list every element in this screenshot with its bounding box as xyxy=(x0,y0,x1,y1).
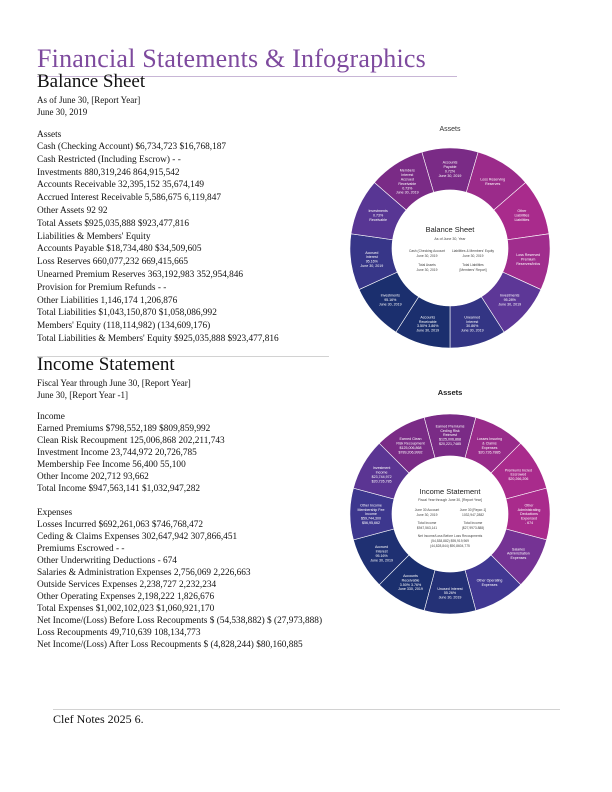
balance-center-l4: June 30, 2019 xyxy=(416,268,438,272)
balance-line: Members' Equity (118,114,982) (134,609,176) xyxy=(37,321,211,332)
balance-lines xyxy=(37,141,279,346)
balance-sheet-title: Balance Sheet xyxy=(37,71,146,92)
income-center-l4: $947,563,141 xyxy=(416,526,438,530)
page-footer: Clef Notes 2025 6. xyxy=(53,712,144,726)
balance-center-l3: Total Assets xyxy=(418,263,436,267)
balance-donut-hole xyxy=(392,190,508,306)
expense-line: Net Income/(Loss) Before Loss Recoupments $ (54,538,882) $ (27,973,888) xyxy=(37,616,323,626)
balance-chart-header: Assets xyxy=(439,126,461,133)
income-lines xyxy=(37,423,225,495)
income-line: Other Income 202,712 93,662 xyxy=(37,472,149,482)
income-segment-label: Salaries Administration Expenses xyxy=(507,547,530,561)
balance-center-r3: Total Liabilities xyxy=(462,263,484,267)
balance-segment-label: Unearned Interest 30.86% June 30, 2019 xyxy=(460,315,484,333)
income-center-r4: ($27,9973.888) xyxy=(461,526,485,530)
income-segment-label: Accounts Receivable 3.50% 3.76% June 330, 2019 xyxy=(398,574,423,592)
income-center-l1: June 30 Account xyxy=(414,508,440,512)
income-segment-label: Premiums Incred Escrowed $20,266,206 xyxy=(504,468,533,482)
balance-line: Cash (Checking Account) $6,734,723 $16,768,187 xyxy=(37,142,227,152)
income-chart-header: Assets xyxy=(437,388,463,397)
balance-segment-label: Loss Reserved Premium Reserves/Infos xyxy=(516,253,541,266)
income-line: Membership Fee Income 56,400 55,100 xyxy=(37,460,186,470)
income-segment-label: Unused Interest 55.26% June 30, 2019 xyxy=(437,586,463,600)
balance-assets-heading: Assets xyxy=(37,130,62,140)
income-segment-label: Other Income Membership Fee Income $59,744,300 $56,95,662 xyxy=(357,503,385,525)
income-segment-label: Investment Income $23,744,972 $20,726,785 xyxy=(371,466,392,484)
income-center-r3: Total Income xyxy=(463,521,483,525)
income-line: Investment Income 23,744,972 20,726,785 xyxy=(37,448,197,458)
income-segment-label: Losses Insuring & Claims Expenses $20,726,7885 xyxy=(476,437,503,455)
income-sub-1: Fiscal Year through June 30, [Report Year] xyxy=(37,378,191,388)
balance-line: Total Liabilities $1,043,150,870 $1,058,086,992 xyxy=(37,308,217,319)
balance-segment-label: Accrued Interest 95.16% June 30, 2019 xyxy=(360,250,384,269)
income-center-title: Income Statement xyxy=(419,487,481,496)
page-title: Financial Statements & Infographics xyxy=(37,44,426,73)
income-center-r2: 1032,947,2882 xyxy=(461,513,485,517)
balance-center-r2: June 30, 2019 xyxy=(462,254,484,258)
balance-line: Liabilities & Members' Equity xyxy=(37,231,151,242)
income-center-m2: (44,828,844) $90,8604,775 xyxy=(430,544,470,548)
income-line: Earned Premiums $798,552,189 $809,859,992 xyxy=(37,424,211,434)
balance-center-l2: June 30, 2019 xyxy=(416,254,438,258)
income-donut-hole xyxy=(392,456,508,572)
balance-center-l1: Cash (Checking Account xyxy=(408,249,446,253)
balance-donut-chart xyxy=(334,118,566,368)
balance-line: Cash Restricted (Including Escrow) - - xyxy=(37,154,181,165)
expense-line: Salaries & Administration Expenses 2,756,069 2,226,663 xyxy=(37,568,251,578)
balance-line: Other Assets 92 92 xyxy=(37,205,108,216)
income-center-l2: June 30, 2019 xyxy=(416,513,438,517)
balance-line: Accrued Interest Receivable 5,586,675 6,119,847 xyxy=(37,193,221,204)
expense-line: Outside Services Expenses 2,238,727 2,232,234 xyxy=(37,580,217,590)
income-center-l3: Total Income xyxy=(417,521,437,525)
balance-segment-label: Accounts Receivable 3.50% 3.86% June 30, 2019 xyxy=(416,315,440,333)
balance-sub-1: As of June 30, [Report Year] xyxy=(37,95,141,105)
income-donut-chart xyxy=(334,384,566,634)
balance-segment-label: Investments 0.73% Receivable xyxy=(368,208,388,222)
balance-segment-label: Other Liabilities Liabilities xyxy=(514,208,530,222)
income-segment-label: Other Operating Expenses xyxy=(476,578,503,587)
balance-segment-label: Investments 95.16% June 30, 2019 xyxy=(378,293,402,307)
income-segment-label: Earned Premiums Ceding Risk Reinvest $125,006,868 $20,221,7485 xyxy=(435,424,465,446)
expenses-heading: Expenses xyxy=(37,508,73,518)
balance-center-r1: Liabilities & Members' Equity xyxy=(451,249,495,253)
income-statement-title: Income Statement xyxy=(37,354,175,375)
income-line: Clean Risk Recoupment 125,006,868 202,211,743 xyxy=(37,436,225,446)
income-segment-label: Earned Clean Risk Recoupment $125,006,868 $789,206,9992 xyxy=(396,437,425,455)
balance-segment-label: Investments 95.28% June 30, 2019 xyxy=(498,293,522,307)
balance-sub-2: June 30, 2019 xyxy=(37,107,88,117)
expense-line: Loss Recoupments 49,710,639 108,134,773 xyxy=(37,628,201,638)
balance-line: Accounts Payable $18,734,480 $34,509,605 xyxy=(37,244,202,255)
income-sub-2: June 30, [Report Year -1] xyxy=(37,390,128,400)
expense-line: Ceding & Claims Expenses 302,647,942 307,866,451 xyxy=(37,532,238,542)
expense-line: Other Operating Expenses 2,198,222 1,826,676 xyxy=(37,592,215,602)
footer-rule xyxy=(53,709,560,710)
expense-line: Premiums Escrowed - - xyxy=(37,544,125,554)
income-center-sub: Fiscal Year through June 30, [Report Year] xyxy=(418,498,482,502)
balance-line: Loss Reserves 660,077,232 669,415,665 xyxy=(37,257,189,268)
balance-line: Total Assets $925,035,888 $923,477,816 xyxy=(37,218,189,229)
balance-center-title: Balance Sheet xyxy=(425,225,475,234)
balance-segment-label: Accounts Payable 0.72% June 30, 2019 xyxy=(438,160,462,178)
income-segment-label: Accrued Interest 95.16% June 30, 2019 xyxy=(370,545,393,563)
balance-center-r4: [Members' Report] xyxy=(459,268,487,272)
income-line: Total Income $947,563,141 $1,032,947,282 xyxy=(37,484,201,494)
income-center-m1: (54,538,882) $95,919,969 xyxy=(431,539,469,543)
income-center-r1: June 30 [Repor-1] xyxy=(459,508,487,512)
expense-line: Total Expenses $1,002,102,023 $1,060,921,170 xyxy=(37,604,215,614)
balance-line: Accounts Receivable 32,395,152 35,674,149 xyxy=(37,180,205,191)
balance-segment-label: Loss Reserving Reserves xyxy=(480,177,506,186)
income-center-mid: Net Income/Loss Before Loss Recoupments xyxy=(417,534,483,538)
expense-lines xyxy=(37,519,322,651)
expense-line: Losses Incurred $692,261,063 $746,768,472 xyxy=(37,520,204,530)
balance-line: Total Liabilities & Members' Equity $925,035,888 $923,477,816 xyxy=(37,333,279,344)
expense-line: Net Income/(Loss) After Loss Recoupments $ (4,828,244) $80,160,885 xyxy=(37,640,303,650)
balance-line: Unearned Premium Reserves 363,192,983 352,954,846 xyxy=(37,269,244,280)
expense-line: Other Underwriting Deductions - 674 xyxy=(37,556,177,566)
balance-center-sub: As of June 30, Year xyxy=(434,237,466,241)
balance-line: Provision for Premium Refunds - - xyxy=(37,282,167,293)
income-heading: Income xyxy=(37,412,65,422)
balance-line: Investments 880,319,246 864,915,542 xyxy=(37,167,180,178)
income-segment-label: Other Administrating Deductions Expensed - 674 xyxy=(517,503,541,525)
balance-line: Other Liabilities 1,146,174 1,206,876 xyxy=(37,295,178,306)
balance-segment-label: Members Interest Accrued Receivable 0.73% June 30, 2019 xyxy=(395,168,419,195)
